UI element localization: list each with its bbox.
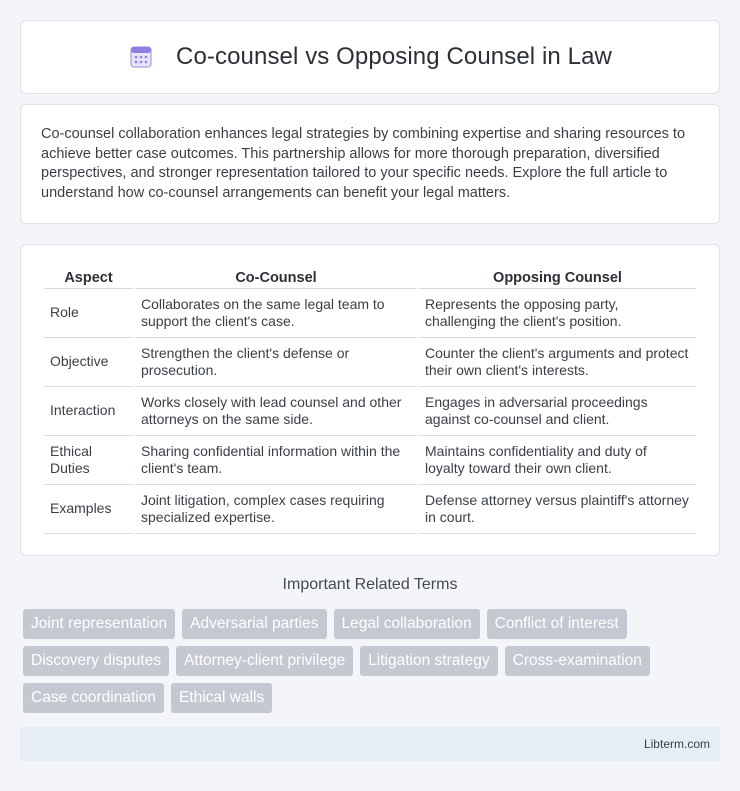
table-row bbox=[44, 338, 696, 387]
row-co-counsel: Strengthen the client's defense or prosecution. bbox=[135, 338, 417, 387]
intro-card bbox=[20, 104, 720, 224]
row-aspect: Objective bbox=[44, 338, 133, 387]
footer-site-link[interactable]: Libterm.com bbox=[643, 737, 710, 751]
related-term-tag[interactable]: Conflict of interest bbox=[487, 609, 627, 639]
related-term-tag[interactable]: Adversarial parties bbox=[182, 609, 326, 639]
row-aspect: Ethical Duties bbox=[44, 436, 133, 485]
table-header-row bbox=[44, 265, 696, 289]
header-card bbox=[20, 20, 720, 94]
row-aspect: Interaction bbox=[44, 387, 133, 436]
comparison-card bbox=[20, 244, 720, 556]
related-terms-list bbox=[23, 609, 703, 713]
related-term-tag[interactable]: Cross-examination bbox=[505, 646, 650, 676]
row-opposing-counsel: Counter the client's arguments and protect their own client's interests. bbox=[419, 338, 696, 387]
intro-text: Co-counsel collaboration enhances legal strategies by combining expertise and sharing resources to achieve better case outcomes. This partnership allows for more thorough preparation, diversified perspectives, and stronger representation tailored to your specific needs. Explore the full article to understand how co-counsel arrangements can benefit your legal matters. bbox=[41, 126, 686, 201]
comparison-table bbox=[42, 265, 698, 534]
header-aspect: Aspect bbox=[44, 265, 133, 289]
row-opposing-counsel: Engages in adversarial proceedings against co-counsel and client. bbox=[419, 387, 696, 436]
related-term-tag[interactable]: Discovery disputes bbox=[23, 646, 169, 676]
row-co-counsel: Sharing confidential information within the client's team. bbox=[135, 436, 417, 485]
row-opposing-counsel: Represents the opposing party, challenging the client's position. bbox=[419, 289, 696, 338]
table-row bbox=[44, 387, 696, 436]
related-term-tag[interactable]: Legal collaboration bbox=[334, 609, 480, 639]
row-opposing-counsel: Defense attorney versus plaintiff's attorney in court. bbox=[419, 485, 696, 534]
related-term-tag[interactable]: Attorney-client privilege bbox=[176, 646, 353, 676]
table-row bbox=[44, 436, 696, 485]
page-title: Co-counsel vs Opposing Counsel in Law bbox=[176, 43, 612, 70]
related-terms-title: Important Related Terms bbox=[282, 576, 458, 593]
table-row bbox=[44, 289, 696, 338]
row-aspect: Role bbox=[44, 289, 133, 338]
row-co-counsel: Works closely with lead counsel and other attorneys on the same side. bbox=[135, 387, 417, 436]
table-row bbox=[44, 485, 696, 534]
header-opposing-counsel: Opposing Counsel bbox=[419, 265, 696, 289]
row-co-counsel: Collaborates on the same legal team to support the client's case. bbox=[135, 289, 417, 338]
related-term-tag[interactable]: Joint representation bbox=[23, 609, 175, 639]
row-aspect: Examples bbox=[44, 485, 133, 534]
row-co-counsel: Joint litigation, complex cases requiring specialized expertise. bbox=[135, 485, 417, 534]
row-opposing-counsel: Maintains confidentiality and duty of loyalty toward their own client. bbox=[419, 436, 696, 485]
calendar-icon bbox=[128, 44, 154, 70]
related-term-tag[interactable]: Ethical walls bbox=[171, 683, 272, 713]
related-term-tag[interactable]: Litigation strategy bbox=[360, 646, 498, 676]
footer bbox=[20, 727, 720, 761]
header-co-counsel: Co-Counsel bbox=[135, 265, 417, 289]
related-term-tag[interactable]: Case coordination bbox=[23, 683, 164, 713]
